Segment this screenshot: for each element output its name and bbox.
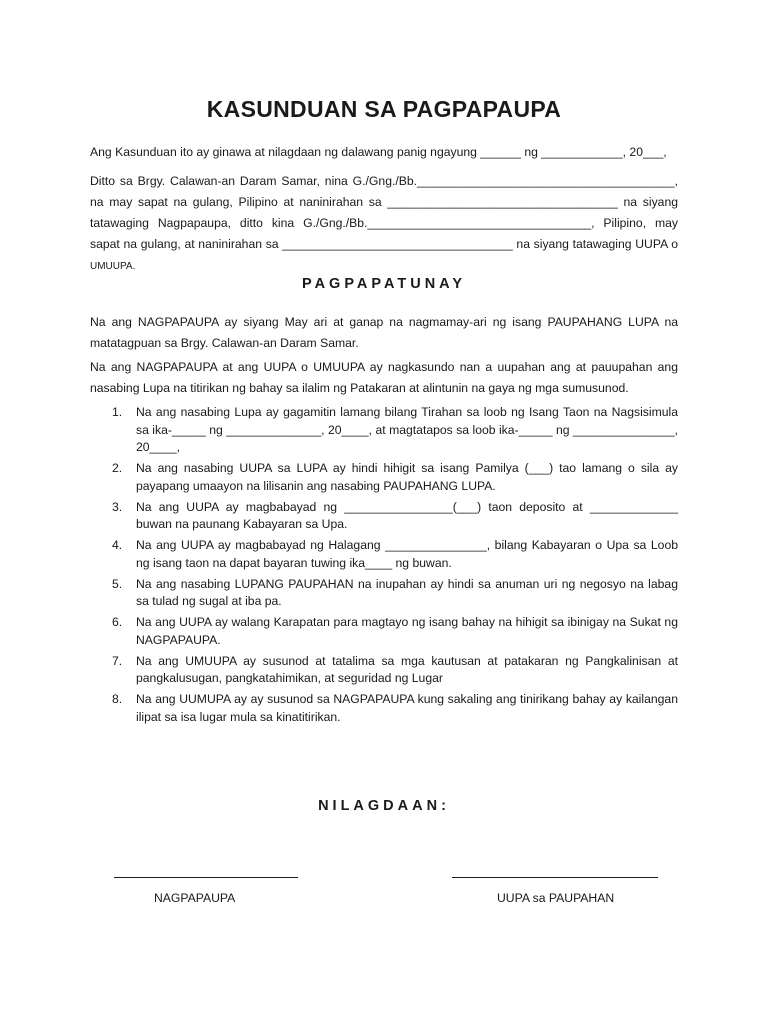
list-item xyxy=(90,576,678,611)
signature-label-left: NAGPAPAUPA xyxy=(154,891,236,905)
signature-line-left xyxy=(114,877,298,878)
section-title-pagpapatunay: PAGPAPATUNAY xyxy=(301,276,466,292)
intro-paragraph xyxy=(90,171,678,277)
list-item-number: 8. xyxy=(112,692,123,706)
list-item xyxy=(90,614,678,649)
paragraph-ownership: Na ang NAGPAPAUPA ay siyang May ari at ganap na nagmamay-ari ng isang PAUPAHANG LUPA na matatagpuan sa Brgy. Calawan-an Daram Samar. xyxy=(90,315,678,350)
list-item-number: 3. xyxy=(112,499,123,514)
intro-line: Ang Kasunduan ito ay ginawa at nilagdaan ng dalawang panig ngayung ______ ng ____________, 20___, xyxy=(90,145,667,159)
list-item-text: Na ang UUPA ay magbabayad ng Halagang _______________, bilang Kabayaran o Upa sa Loob ng isang taon na dapat bayaran tuwing ika____ ng buwan. xyxy=(136,538,678,570)
list-item-text: Na ang UUPA ay walang Karapatan para magtayo ng isang bahay na hihigit sa ibinigay na Sukat ng NAGPAPAUPA. xyxy=(136,615,678,647)
intro-paragraph-tail: UMUUPA. xyxy=(90,261,136,272)
intro-paragraph-text: Ditto sa Brgy. Calawan-an Daram Samar, nina G./Gng./Bb.______________________________________, na may sapat na gulang, Pilipino at naninirahan sa __________________________________ na siyang tatawaging Nagpapaupa, ditto kina G./Gng./Bb._________________________________, Pilipino, may sapat na gulang, at naninirahan sa __________________________________ na siyang tatawaging UUPA o xyxy=(90,174,678,251)
signature-line-right xyxy=(452,877,658,878)
list-item-text: Na ang nasabing UUPA sa LUPA ay hindi hihigit sa isang Pamilya (___) tao lamang o sila ay payapang umaayon na lilisanin ang nasabing PAUPAHANG LUPA. xyxy=(136,461,678,493)
list-item-text: Na ang nasabing LUPANG PAUPAHAN na inupahan ay hindi sa anuman uri ng negosyo na labag sa tulad ng sugal at iba pa. xyxy=(136,576,678,608)
list-item-text: Na ang UMUUPA ay susunod at tatalima sa mga kautusan at patakaran ng Pangkalinisan at pangkalusugan, pangkatahimikan, at seguridad ng Lugar xyxy=(136,653,678,685)
list-item xyxy=(90,691,678,726)
signature-label-right: UUPA sa PAUPAHAN xyxy=(497,891,615,905)
list-item-text: Na ang UUMUPA ay ay susunod sa NAGPAPAUPA kung sakaling ang tinirikang bahay ay kailangan ilipat sa isa lugar mula sa kinatitirikan. xyxy=(136,692,678,724)
list-item-text: Na ang UUPA ay magbabayad ng ________________(___) taon deposito at _____________ buwan na paunang Kabayaran sa Upa. xyxy=(136,499,678,531)
list-item xyxy=(90,404,678,457)
document-title: KASUNDUAN SA PAGPAPAUPA xyxy=(206,96,562,122)
list-item-number: 4. xyxy=(112,538,123,552)
list-item xyxy=(90,460,678,495)
list-item xyxy=(90,537,678,572)
list-item-number: 2. xyxy=(112,461,123,475)
list-item-number: 7. xyxy=(112,653,123,668)
list-item-number: 5. xyxy=(112,576,123,591)
section-title-nilagdaan: NILAGDAAN: xyxy=(318,798,450,814)
paragraph-agreement: Na ang NAGPAPAUPA at ang UUPA o UMUUPA ay nagkasundo nan a uupahan ang at pauupahan ang nasabing Lupa na titirikan ng bahay sa ilalim ng Patakaran at alintunin na gaya ng mga sumusunod. xyxy=(90,360,678,395)
list-item-number: 1. xyxy=(112,405,123,419)
list-item-text: Na ang nasabing Lupa ay gagamitin lamang bilang Tirahan sa loob ng Isang Taon na Nagsisimula sa ika-_____ ng ______________, 20____, at magtatapos sa loob ika-_____ ng _______________, 20____, xyxy=(136,405,678,454)
list-item xyxy=(90,653,678,688)
terms-list xyxy=(90,404,678,730)
list-item xyxy=(90,499,678,534)
list-item-number: 6. xyxy=(112,615,123,629)
